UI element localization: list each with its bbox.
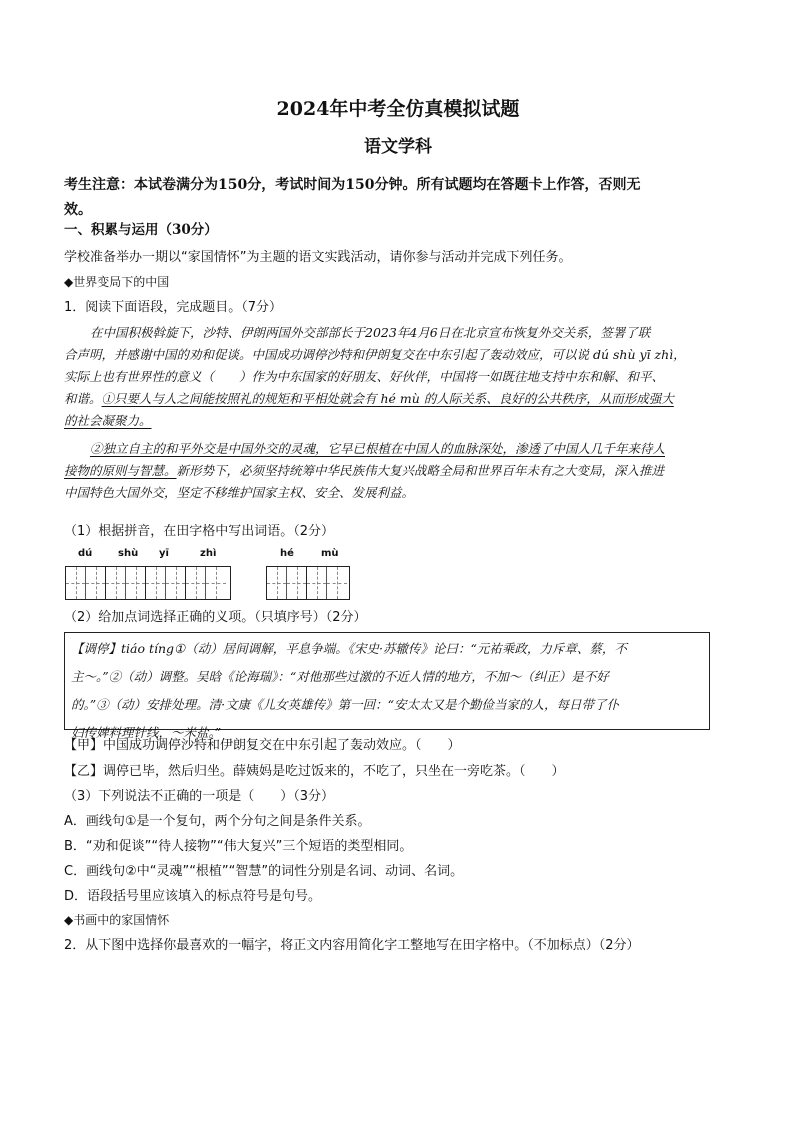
exam-subject: 语文学科 [364, 137, 432, 157]
definition-line: 主～。”②（动）调整。吴晗《论海瑞》：“对他那些过激的不近人情的地方，不加～（纠正）是不好 [71, 669, 609, 684]
option-a: A．画线句①是一个复句，两个分句之间是条件关系。 [64, 814, 371, 829]
passage-line [64, 438, 732, 460]
topic-heading-2: ◆书画中的家国情怀 [64, 913, 170, 927]
grid-cell[interactable] [86, 567, 106, 599]
passage-text: 和谐。 [64, 391, 102, 406]
grid-cell[interactable] [327, 567, 347, 599]
grid-cell[interactable] [66, 567, 86, 599]
question-1: 1．阅读下面语段，完成题目。（7分） [64, 300, 283, 315]
grid-cell[interactable] [186, 567, 206, 599]
pinyin-label: yī [159, 548, 169, 559]
definition-line: 妇传婢料理针线，～米盐。” [71, 725, 222, 740]
section-intro: 学校准备举办一期以“家国情怀”为主题的语文实践活动，请你参与活动并完成下列任务。 [64, 250, 572, 265]
grid-cell[interactable] [307, 567, 327, 599]
underlined-sentence-2: ②独立自主的和平外交是中国外交的灵魂，它早已根植在中国人的血脉深处，渗透了中国人几千年来待人 [90, 441, 666, 456]
passage-line: 实际上也有世界性的意义（ ）作为中东国家的好朋友、好伙伴，中国将一如既往地支持中东和解、和平、 [64, 369, 665, 384]
answer-grid-1[interactable] [65, 566, 231, 600]
passage-line [64, 410, 732, 432]
reading-passage [64, 322, 732, 504]
pinyin-label: shù [118, 548, 139, 559]
definition-box [64, 632, 710, 740]
definition-line: 【调停】tiáo tíng①（动）居间调解，平息争端。《宋史·苏辙传》论曰：“元祐乘政，力斥章、蔡，不 [71, 641, 627, 656]
sub-question-1: （1）根据拼音，在田字格中写出词语。（2分） [64, 524, 335, 539]
question-2: 2．从下图中选择你最喜欢的一幅字，将正文内容用简化字工整地写在田字格中。（不加标点）（2分） [64, 938, 640, 953]
passage-line [64, 388, 732, 410]
pinyin-label: mù [321, 548, 339, 559]
grid-cell[interactable] [166, 567, 186, 599]
passage-line: 合声明，并感谢中国的劝和促谈。中国成功调停沙特和伊朗复交在中东引起了轰动效应，可以说 dú shù yī zhì， [64, 347, 686, 362]
grid-cell[interactable] [206, 567, 226, 599]
item-jia: 【甲】中国成功调停沙特和伊朗复交在中东引起了轰动效应。（ ） [64, 738, 461, 753]
underlined-sentence-2-end: 接物的原则与智慧。 [64, 463, 177, 478]
section-heading: 一、积累与运用（30分） [64, 222, 218, 238]
pinyin-label: zhì [200, 548, 217, 559]
notice-line-1: 考生注意：本试卷满分为150分，考试时间为150分钟。所有试题均在答题卡上作答，否则无 [64, 177, 641, 193]
topic-heading-1: ◆世界变局下的中国 [64, 275, 170, 289]
grid-cell[interactable] [126, 567, 146, 599]
passage-line [64, 460, 732, 482]
option-d: D．语段括号里应该填入的标点符号是句号。 [64, 889, 322, 904]
pinyin-label: dú [78, 548, 93, 559]
grid-cell[interactable] [106, 567, 126, 599]
grid-cell[interactable] [267, 567, 287, 599]
exam-title: 2024年中考全仿真模拟试题 [276, 98, 520, 120]
definition-line: 的。”③（动）安排处理。清·文康《儿女英雄传》第一回：“安太太又是个勤俭当家的人，每日带了仆 [71, 697, 620, 712]
underlined-sentence-1-end: 的社会凝聚力。 [64, 413, 152, 428]
passage-text: 新形势下，必须坚持统筹中华民族伟大复兴战略全局和世界百年未有之大变局，深入推进 [176, 463, 665, 478]
option-c: C．画线句②中“灵魂”“根植”“智慧”的词性分别是名词、动词、名词。 [64, 864, 464, 879]
underlined-sentence-1: ①只要人与人之间能按照礼的规矩和平相处就会有 hé mù 的人际关系、良好的公共秩序，从而形成强大 [101, 391, 674, 406]
option-b: B．“劝和促谈”“待人接物”“伟大复兴”三个短语的类型相同。 [64, 839, 413, 854]
notice-line-2: 效。 [64, 202, 92, 218]
pinyin-label: hé [280, 548, 294, 559]
sub-question-3: （3）下列说法不正确的一项是（ ）（3分） [64, 789, 335, 804]
passage-line: 中国特色大国外交，坚定不移维护国家主权、安全、发展利益。 [64, 485, 415, 500]
item-yi: 【乙】调停已毕，然后归坐。薛姨妈是吃过饭来的，不吃了，只坐在一旁吃茶。（ ） [64, 764, 565, 779]
passage-line: 在中国积极斡旋下，沙特、伊朗两国外交部部长于2023年4月6日在北京宣布恢复外交关系，签署了联 [90, 325, 651, 340]
exam-notice [64, 173, 732, 223]
grid-cell[interactable] [287, 567, 307, 599]
answer-grid-2[interactable] [266, 566, 350, 600]
sub-question-2: （2）给加点词选择正确的义项。（只填序号）（2分） [64, 610, 367, 625]
grid-cell[interactable] [146, 567, 166, 599]
